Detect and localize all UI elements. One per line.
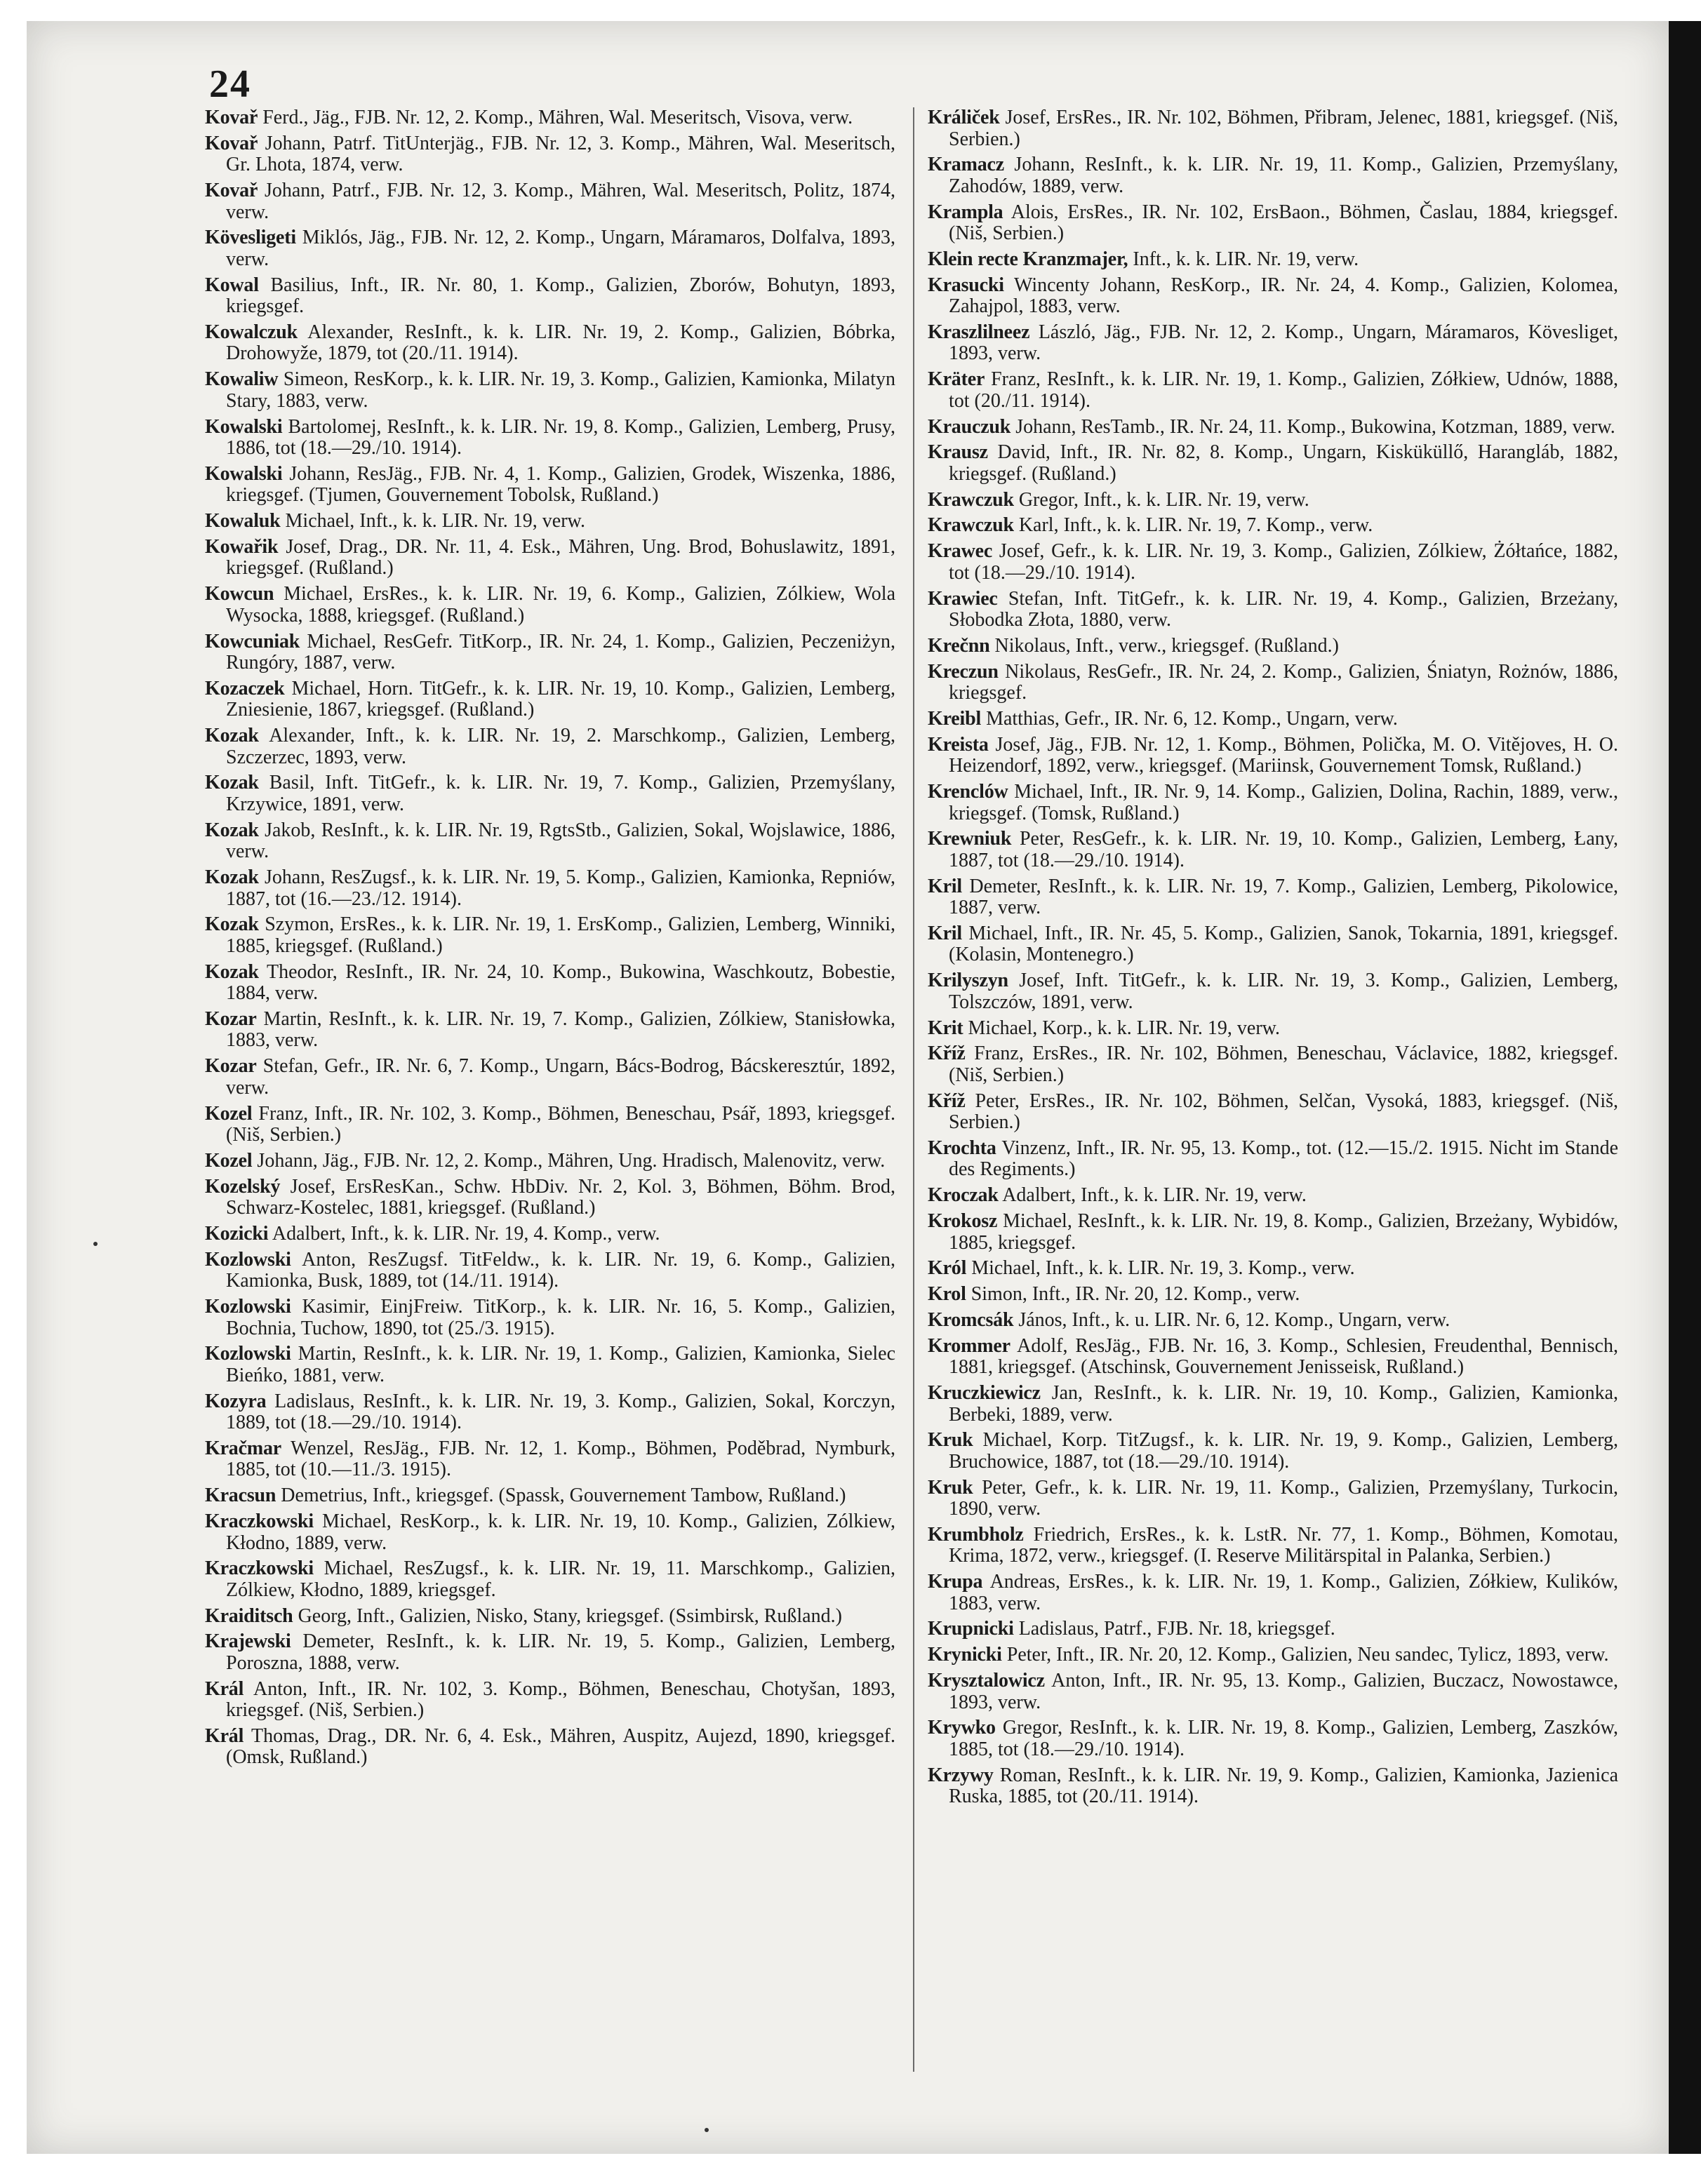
entry-surname: Kračmar [205, 1437, 281, 1459]
entry-details: Johann, ResInft., k. k. LIR. Nr. 19, 11. Komp., Galizien, Przemyślany, Zahodów, 1889, verw. [949, 154, 1619, 197]
entry-details: Ladislaus, ResInft., k. k. LIR. Nr. 19, 3. Komp., Galizien, Sokal, Korczyn, 1889, tot (18.—29./10. 1914). [226, 1390, 895, 1434]
entry-surname: Krumbholz [928, 1523, 1024, 1546]
register-entry [928, 1138, 1618, 1181]
entry-details: Wenzel, ResJäg., FJB. Nr. 12, 1. Komp., Böhmen, Poděbrad, Nymburk, 1885, tot (10.—11./3. 1915). [226, 1437, 895, 1481]
entry-details: Stefan, Gefr., IR. Nr. 6, 7. Komp., Ungarn, Bács-Bodrog, Bácskeresztúr, 1892, verw. [226, 1055, 896, 1099]
entry-surname: Kříž [928, 1043, 966, 1065]
entry-surname: Krečnn [928, 634, 990, 657]
entry-details: Adalbert, Inft., k. k. LIR. Nr. 19, 4. Komp., verw. [272, 1222, 660, 1245]
register-entry [205, 1344, 895, 1386]
register-entry [205, 1438, 895, 1481]
register-entry [928, 1018, 1618, 1040]
entry-details: Michael, ResGefr. TitKorp., IR. Nr. 24, 1. Komp., Galizien, Peczeniżyn, Rungóry, 1887, verw. [226, 630, 895, 674]
entry-surname: Krawczuk [928, 514, 1014, 537]
entry-details: Szymon, ErsRes., k. k. LIR. Nr. 19, 1. ErsKomp., Galizien, Lemberg, Winniki, 1885, kriegsgef. (Rußland.) [226, 913, 895, 957]
entry-details: László, Jäg., FJB. Nr. 12, 2. Komp., Ungarn, Máramaros, Kövesliget, 1893, verw. [949, 321, 1619, 365]
entry-details: Thomas, Drag., DR. Nr. 6, 4. Esk., Mähren, Auspitz, Aujezd, 1890, kriegsgef. (Omsk, Rußland.) [226, 1724, 895, 1769]
entry-details: Simon, Inft., IR. Nr. 20, 12. Komp., verw. [970, 1283, 1300, 1306]
entry-surname: Kowcun [205, 583, 274, 605]
entry-details: Demetrius, Inft., kriegsgef. (Spassk, Gouvernement Tambow, Rußland.) [281, 1485, 846, 1507]
column-divider [913, 107, 914, 2072]
entry-surname: Kozak [205, 819, 259, 841]
register-entry [205, 1177, 895, 1219]
register-entry [205, 1297, 895, 1339]
register-entry [205, 1679, 895, 1722]
entry-surname: Kowal [205, 274, 259, 296]
entry-surname: Kowařik [205, 535, 279, 558]
register-entry [928, 735, 1618, 777]
register-entry [205, 820, 895, 863]
entry-surname: Krol [928, 1283, 966, 1306]
entry-details: Anton, ResZugsf. TitFeldw., k. k. LIR. Nr. 19, 6. Komp., Galizien, Kamionka, Busk, 1889, tot (14./11. 1914). [226, 1248, 895, 1292]
register-entry [205, 1391, 895, 1434]
entry-details: Nikolaus, ResGefr., IR. Nr. 24, 2. Komp., Galizien, Śniatyn, Rożnów, 1886, kriegsgef. [949, 660, 1619, 704]
entry-surname: Kozar [205, 1007, 257, 1030]
entry-details: Ladislaus, Patrf., FJB. Nr. 18, kriegsgef. [1018, 1618, 1335, 1640]
entry-details: David, Inft., IR. Nr. 82, 8. Komp., Ungarn, Kisküküllő, Harangláb, 1882, kriegsgef. (Rußland.) [949, 441, 1619, 485]
register-entry [205, 1485, 895, 1507]
entry-details: Ferd., Jäg., FJB. Nr. 12, 2. Komp., Mähren, Wal. Meseritsch, Visova, verw. [262, 107, 853, 128]
register-entry [928, 636, 1618, 657]
entry-details: Josef, Jäg., FJB. Nr. 12, 1. Komp., Böhmen, Polička, M. O. Vitějoves, H. O. Heizendorf, 1892, verw., kriegsgef. (Mariinsk, Gouvernement Tomsk, Rußland.) [949, 733, 1618, 777]
entry-details: Jakob, ResInft., k. k. LIR. Nr. 19, RgtsStb., Galizien, Sokal, Wojslawice, 1886, verw. [226, 819, 895, 863]
entry-details: Michael, Korp., k. k. LIR. Nr. 19, verw. [968, 1017, 1281, 1039]
entry-surname: Kreibl [928, 707, 982, 730]
register-entry [928, 1717, 1618, 1760]
register-entry [928, 541, 1618, 584]
scan-speck [93, 1242, 98, 1246]
entry-surname: Krawiec [928, 587, 998, 610]
register-entry [205, 275, 895, 318]
entry-details: Michael, Inft., k. k. LIR. Nr. 19, verw. [285, 510, 585, 532]
entry-surname: Krynicki [928, 1644, 1002, 1666]
entry-details: Michael, ResKorp., k. k. LIR. Nr. 19, 10. Komp., Galizien, Zólkiew, Kłodno, 1889, verw. [226, 1510, 895, 1554]
entry-surname: Kozar [205, 1055, 257, 1078]
register-entry [205, 1726, 895, 1769]
entry-surname: Krit [928, 1017, 963, 1039]
register-entry [205, 1631, 895, 1674]
register-entry [928, 1258, 1618, 1280]
entry-surname: Kowcuniak [205, 630, 300, 652]
register-entry [205, 1606, 895, 1628]
entry-surname: Krzywy [928, 1764, 994, 1786]
register-entry [205, 133, 895, 176]
entry-surname: Krawec [928, 540, 993, 563]
entry-details: Adolf, ResJäg., FJB. Nr. 16, 3. Komp., Schlesien, Freudenthal, Bennisch, 1881, kriegsgef. (Atschinsk, Gouvernement Jenisseisk, Rußland.) [949, 1334, 1618, 1379]
entry-details: Michael, ErsRes., k. k. LIR. Nr. 19, 6. Komp., Galizien, Zólkiew, Wola Wysocka, 1888, kriegsgef. (Rußland.) [226, 583, 896, 627]
entry-details: Peter, Gefr., k. k. LIR. Nr. 19, 11. Komp., Galizien, Przemyślany, Turkocin, 1890, verw. [949, 1476, 1619, 1520]
entry-surname: Krokosz [928, 1210, 998, 1233]
register-entry [928, 1310, 1618, 1332]
entry-surname: Kromcsák [928, 1308, 1014, 1331]
entry-details: Michael, Korp. TitZugsf., k. k. LIR. Nr. 19, 9. Komp., Galizien, Lemberg, Bruchowice, 1887, tot (18.—29./10. 1914). [949, 1429, 1619, 1473]
entry-details: Johann, ResZugsf., k. k. LIR. Nr. 19, 5. Komp., Galizien, Kamionka, Repniów, 1887, tot (16.—23./12. 1914). [226, 866, 896, 910]
entry-details: Franz, ErsRes., IR. Nr. 102, Böhmen, Beneschau, Václavice, 1882, kriegsgef. (Niš, Serbien.) [949, 1043, 1618, 1086]
entry-details: Anton, Inft., IR. Nr. 95, 13. Komp., Galizien, Buczacz, Nowostawce, 1893, verw. [949, 1670, 1618, 1713]
right-column [928, 107, 1618, 1812]
register-entry [928, 275, 1618, 318]
entry-surname: Krampla [928, 201, 1003, 223]
entry-surname: Kruk [928, 1429, 973, 1452]
entry-surname: Kozaczek [205, 677, 285, 699]
register-entry [205, 107, 895, 129]
register-entry [205, 772, 895, 815]
entry-details: Peter, Inft., IR. Nr. 20, 12. Komp., Galizien, Neu sandec, Tylicz, 1893, verw. [1006, 1644, 1609, 1666]
entry-details: Peter, ErsRes., IR. Nr. 102, Böhmen, Selčan, Vysoká, 1883, kriegsgef. (Niš, Serbien.) [949, 1090, 1618, 1134]
register-entry [928, 1185, 1618, 1207]
entry-surname: Král [205, 1724, 244, 1747]
scan-margin [27, 2156, 1669, 2184]
register-entry [928, 515, 1618, 537]
entry-details: Demeter, ResInft., k. k. LIR. Nr. 19, 7. Komp., Galizien, Lemberg, Pikolowice, 1887, verw. [949, 875, 1618, 919]
register-entry [928, 490, 1618, 511]
register-entry [928, 709, 1618, 730]
register-entry [928, 1644, 1618, 1666]
entry-details: Franz, Inft., IR. Nr. 102, 3. Komp., Böhmen, Beneschau, Psář, 1893, kriegsgef. (Niš, Serbien.) [226, 1102, 896, 1146]
entry-surname: Krauczuk [928, 415, 1011, 438]
entry-surname: Kozak [205, 772, 259, 794]
entry-details: Theodor, ResInft., IR. Nr. 24, 10. Komp., Bukowina, Waschkoutz, Bobestie, 1884, verw. [226, 960, 896, 1005]
entry-surname: Kril [928, 922, 962, 944]
entry-details: Andreas, ErsRes., k. k. LIR. Nr. 19, 1. Komp., Galizien, Zółkiew, Kulików, 1883, verw. [949, 1571, 1618, 1614]
register-entry [928, 369, 1618, 412]
page-number: 24 [209, 62, 251, 106]
entry-surname: Krewniuk [928, 828, 1012, 850]
entry-details: Miklós, Jäg., FJB. Nr. 12, 2. Komp., Ungarn, Máramaros, Dolfalva, 1893, verw. [226, 227, 895, 270]
entry-details: Josef, Gefr., k. k. LIR. Nr. 19, 3. Komp., Galizien, Zólkiew, Żółtańce, 1882, tot (18.—29./10. 1914). [949, 540, 1619, 584]
register-entry [928, 202, 1618, 245]
entry-details: Michael, Horn. TitGefr., k. k. LIR. Nr. 19, 10. Komp., Galizien, Lemberg, Zniesienie, 1867, kriegsgef. (Rußland.) [226, 677, 895, 721]
entry-details: Kasimir, EinjFreiw. TitKorp., k. k. LIR. Nr. 16, 5. Komp., Galizien, Bochnia, Tuchow, 1890, tot (25./3. 1915). [226, 1296, 895, 1339]
register-entry [928, 782, 1618, 824]
register-entry [205, 631, 895, 674]
register-entry [928, 1478, 1618, 1520]
entry-surname: Kowalski [205, 415, 283, 438]
entry-surname: Kräter [928, 368, 985, 391]
register-entry [928, 1765, 1618, 1808]
entry-details: János, Inft., k. u. LIR. Nr. 6, 12. Komp., Ungarn, verw. [1018, 1308, 1450, 1331]
entry-surname: Krysztalowicz [928, 1670, 1045, 1692]
entry-details: Johann, Patrf. TitUnterjäg., FJB. Nr. 12, 3. Komp., Mähren, Wal. Meseritsch, Gr. Lhota, 1874, verw. [226, 132, 895, 176]
register-entry [928, 1043, 1618, 1086]
entry-surname: Krywko [928, 1717, 996, 1739]
register-entry [928, 249, 1618, 271]
entry-surname: Králiček [928, 107, 1000, 128]
entry-details: Franz, ResInft., k. k. LIR. Nr. 19, 1. Komp., Galizien, Zółkiew, Udnów, 1888, tot (20./11. 1914). [949, 368, 1618, 412]
entry-details: Josef, Inft. TitGefr., k. k. LIR. Nr. 19, 3. Komp., Galizien, Lemberg, Tolszczów, 1891, verw. [949, 970, 1618, 1013]
entry-details: Nikolaus, Inft., verw., kriegsgef. (Rußland.) [994, 634, 1339, 657]
entry-details: Inft., k. k. LIR. Nr. 19, verw. [1133, 248, 1359, 270]
entry-surname: Krilyszyn [928, 970, 1008, 992]
entry-details: Gregor, Inft., k. k. LIR. Nr. 19, verw. [1018, 488, 1309, 511]
register-entry [928, 1525, 1618, 1567]
entry-surname: Kozak [205, 866, 259, 889]
entry-details: Gregor, ResInft., k. k. LIR. Nr. 19, 8. Komp., Galizien, Lemberg, Zaszków, 1885, tot (18.—29./10. 1914). [949, 1717, 1618, 1760]
entry-surname: Kozicki [205, 1222, 269, 1245]
register-entry [205, 678, 895, 721]
entry-details: Josef, Drag., DR. Nr. 11, 4. Esk., Mähren, Ung. Brod, Bohuslawitz, 1891, kriegsgef. (Rußland.) [226, 535, 895, 580]
entry-details: Georg, Inft., Galizien, Nisko, Stany, kriegsgef. (Ssimbirsk, Rußland.) [298, 1604, 842, 1627]
entry-surname: Kozyra [205, 1390, 267, 1412]
entry-details: Johann, Jäg., FJB. Nr. 12, 2. Komp., Mähren, Ung. Hradisch, Malenovitz, verw. [257, 1149, 886, 1172]
register-entry [205, 725, 895, 768]
entry-details: Simeon, ResKorp., k. k. LIR. Nr. 19, 3. Komp., Galizien, Kamionka, Milatyn Stary, 1883, verw. [226, 368, 895, 412]
register-entry [205, 914, 895, 957]
entry-details: Vinzenz, Inft., IR. Nr. 95, 13. Komp., tot. (12.—15./2. 1915. Nicht im Stande des Regiments.) [949, 1137, 1618, 1181]
register-entry [205, 1511, 895, 1554]
entry-surname: Krochta [928, 1137, 996, 1159]
register-entry [928, 442, 1618, 485]
entry-details: Josef, ErsRes., IR. Nr. 102, Böhmen, Přibram, Jelenec, 1881, kriegsgef. (Niš, Serbien.) [949, 107, 1619, 150]
register-entry [205, 369, 895, 412]
entry-surname: Kruk [928, 1476, 973, 1499]
register-entry [928, 1430, 1618, 1473]
entry-details: Michael, Inft., k. k. LIR. Nr. 19, 3. Komp., verw. [971, 1257, 1355, 1280]
register-entry [928, 1670, 1618, 1713]
entry-details: Peter, ResGefr., k. k. LIR. Nr. 19, 10. Komp., Galizien, Lemberg, Łany, 1887, tot (18.—29./10. 1914). [949, 828, 1618, 871]
register-entry [205, 1151, 895, 1172]
register-entry [205, 511, 895, 532]
register-entry [928, 1572, 1618, 1614]
entry-surname: Kozak [205, 725, 259, 747]
register-entry [205, 537, 895, 580]
register-entry [205, 1056, 895, 1099]
entry-surname: Król [928, 1257, 967, 1280]
entry-surname: Krommer [928, 1334, 1010, 1357]
entry-surname: Kowalczuk [205, 321, 298, 343]
register-entry [205, 322, 895, 365]
entry-details: Adalbert, Inft., k. k. LIR. Nr. 19, verw. [1002, 1184, 1307, 1207]
entry-surname: Kozak [205, 913, 259, 936]
entry-surname: Kovař [205, 132, 258, 154]
scan-edge [1669, 21, 1701, 2154]
register-entry [205, 584, 895, 627]
entry-surname: Kraczkowski [205, 1557, 314, 1580]
entry-surname: Král [205, 1677, 244, 1700]
entry-surname: Kril [928, 875, 962, 897]
entry-details: Michael, Inft., IR. Nr. 45, 5. Komp., Galizien, Sanok, Tokarnia, 1891, kriegsgef. (Kolasin, Montenegro.) [949, 922, 1618, 966]
entry-details: Jan, ResInft., k. k. LIR. Nr. 19, 10. Komp., Galizien, Kamionka, Berbeki, 1889, verw. [949, 1382, 1619, 1426]
register-entry [928, 1619, 1618, 1640]
register-entry [205, 1558, 895, 1601]
entry-surname: Kreczun [928, 660, 999, 683]
entry-details: Johann, ResJäg., FJB. Nr. 4, 1. Komp., Galizien, Grodek, Wiszenka, 1886, kriegsgef. (Tjumen, Gouvernement Tobolsk, Rußland.) [226, 462, 896, 507]
entry-surname: Kövesligeti [205, 227, 296, 249]
entry-surname: Kozlowski [205, 1343, 291, 1365]
entry-surname: Kozelský [205, 1175, 281, 1198]
entry-surname: Krenclów [928, 781, 1008, 803]
entry-details: Alexander, ResInft., k. k. LIR. Nr. 19, 2. Komp., Galizien, Bóbrka, Drohowyže, 1879, tot (20./11. 1914). [226, 321, 895, 365]
register-entry [928, 154, 1618, 197]
entry-surname: Kramacz [928, 154, 1004, 176]
entry-details: Anton, Inft., IR. Nr. 102, 3. Komp., Böhmen, Beneschau, Chotyšan, 1893, kriegsgef. (Niš, Serbien.) [226, 1677, 895, 1722]
register-entry [928, 1383, 1618, 1426]
entry-surname: Kracsun [205, 1485, 276, 1507]
register-entry [928, 829, 1618, 871]
left-column [205, 107, 895, 1773]
entry-surname: Krupnicki [928, 1618, 1014, 1640]
register-entry [928, 876, 1618, 919]
entry-details: Josef, ErsResKan., Schw. HbDiv. Nr. 2, Kol. 3, Böhmen, Böhm. Brod, Schwarz-Kostelec, 1881, kriegsgef. (Rußland.) [226, 1175, 895, 1219]
entry-surname: Krupa [928, 1571, 983, 1593]
entry-surname: Kozak [205, 960, 259, 983]
entry-details: Karl, Inft., k. k. LIR. Nr. 19, 7. Komp., verw. [1018, 514, 1373, 537]
entry-surname: Kraczkowski [205, 1510, 314, 1532]
register-entry [205, 180, 895, 223]
entry-details: Johann, Patrf., FJB. Nr. 12, 3. Komp., Mähren, Wal. Meseritsch, Politz, 1874, verw. [226, 180, 895, 223]
entry-details: Roman, ResInft., k. k. LIR. Nr. 19, 9. Komp., Galizien, Kamionka, Jazienica Ruska, 1885, tot (20./11. 1914). [949, 1764, 1619, 1808]
entry-details: Basil, Inft. TitGefr., k. k. LIR. Nr. 19, 7. Komp., Galizien, Przemyślany, Krzywice, 1891, verw. [226, 772, 896, 815]
register-entry [928, 107, 1618, 150]
entry-surname: Kozel [205, 1102, 253, 1125]
register-entry [205, 867, 895, 910]
register-entry [205, 1250, 895, 1292]
register-entry [205, 464, 895, 507]
register-entry [928, 417, 1618, 438]
register-entry [205, 962, 895, 1005]
entry-surname: Krajewski [205, 1630, 291, 1653]
register-entry [205, 417, 895, 460]
entry-surname: Kovař [205, 180, 258, 202]
entry-details: Bartolomej, ResInft., k. k. LIR. Nr. 19, 8. Komp., Galizien, Lemberg, Prusy, 1886, tot (18.—29./10. 1914). [226, 415, 895, 460]
register-entry [205, 1009, 895, 1052]
register-entry [928, 589, 1618, 631]
register-entry [928, 662, 1618, 704]
entry-surname: Kříž [928, 1090, 966, 1112]
register-entry [928, 1091, 1618, 1134]
entry-details: Michael, ResInft., k. k. LIR. Nr. 19, 8. Komp., Galizien, Brzeżany, Wybidów, 1885, kriegsgef. [949, 1210, 1618, 1254]
entry-details: Alois, ErsRes., IR. Nr. 102, ErsBaon., Böhmen, Časlau, 1884, kriegsgef. (Niš, Serbien.) [949, 201, 1618, 245]
entry-surname: Kozlowski [205, 1248, 291, 1271]
entry-surname: Kraszlilneez [928, 321, 1030, 343]
register-entry [205, 1224, 895, 1245]
entry-details: Martin, ResInft., k. k. LIR. Nr. 19, 1. Komp., Galizien, Kamionka, Sielec Bieńko, 1881, verw. [226, 1343, 896, 1386]
entry-details: Martin, ResInft., k. k. LIR. Nr. 19, 7. Komp., Galizien, Zólkiew, Stanisłowka, 1883, verw. [226, 1007, 896, 1052]
register-entry [928, 322, 1618, 365]
entry-details: Matthias, Gefr., IR. Nr. 6, 12. Komp., Ungarn, verw. [986, 707, 1398, 730]
entry-surname: Kozel [205, 1149, 253, 1172]
entry-surname: Kowalski [205, 462, 283, 485]
entry-details: Wincenty Johann, ResKorp., IR. Nr. 24, 4. Komp., Galizien, Kolomea, Zahajpol, 1883, verw. [949, 274, 1618, 318]
entry-details: Friedrich, ErsRes., k. k. LstR. Nr. 77, 1. Komp., Böhmen, Komotau, Krima, 1872, verw., kriegsgef. (I. Reserve Militärspital in Palanka, Serbien.) [949, 1523, 1619, 1567]
register-entry [928, 1211, 1618, 1254]
entry-surname: Krausz [928, 441, 988, 464]
entry-details: Stefan, Inft. TitGefr., k. k. LIR. Nr. 19, 4. Komp., Galizien, Brzeżany, Słobodka Złota, 1880, verw. [949, 587, 1618, 631]
entry-surname: Kraiditsch [205, 1604, 293, 1627]
entry-details: Michael, Inft., IR. Nr. 9, 14. Komp., Galizien, Dolina, Rachin, 1889, verw., kriegsgef. (Tomsk, Rußland.) [949, 781, 1618, 824]
register-entry [928, 970, 1618, 1013]
entry-details: Michael, ResZugsf., k. k. LIR. Nr. 19, 11. Marschkomp., Galizien, Zólkiew, Kłodno, 1889, kriegsgef. [226, 1557, 896, 1601]
entry-surname: Krawczuk [928, 488, 1014, 511]
entry-surname: Kruczkiewicz [928, 1382, 1041, 1404]
entry-surname: Kreista [928, 733, 989, 756]
entry-surname: Krasucki [928, 274, 1004, 296]
entry-surname: Kowaluk [205, 510, 281, 532]
register-entry [928, 923, 1618, 966]
register-entry [205, 1104, 895, 1146]
entry-details: Johann, ResTamb., IR. Nr. 24, 11. Komp., Bukowina, Kotzman, 1889, verw. [1015, 415, 1615, 438]
register-entry [928, 1336, 1618, 1379]
scan-speck [705, 2128, 709, 2132]
register-entry [928, 1284, 1618, 1306]
entry-surname: Kowaliw [205, 368, 279, 391]
entry-surname: Klein recte Kranzmajer, [928, 248, 1128, 270]
entry-surname: Kozlowski [205, 1296, 291, 1318]
entry-details: Alexander, Inft., k. k. LIR. Nr. 19, 2. Marschkomp., Galizien, Lemberg, Szczerzec, 1893, verw. [226, 725, 895, 768]
entry-surname: Kovař [205, 107, 258, 128]
entry-details: Basilius, Inft., IR. Nr. 80, 1. Komp., Galizien, Zborów, Bohutyn, 1893, kriegsgef. [226, 274, 896, 318]
entry-details: Demeter, ResInft., k. k. LIR. Nr. 19, 5. Komp., Galizien, Lemberg, Poroszna, 1888, verw. [226, 1630, 896, 1674]
register-entry [205, 227, 895, 270]
entry-surname: Kroczak [928, 1184, 999, 1207]
